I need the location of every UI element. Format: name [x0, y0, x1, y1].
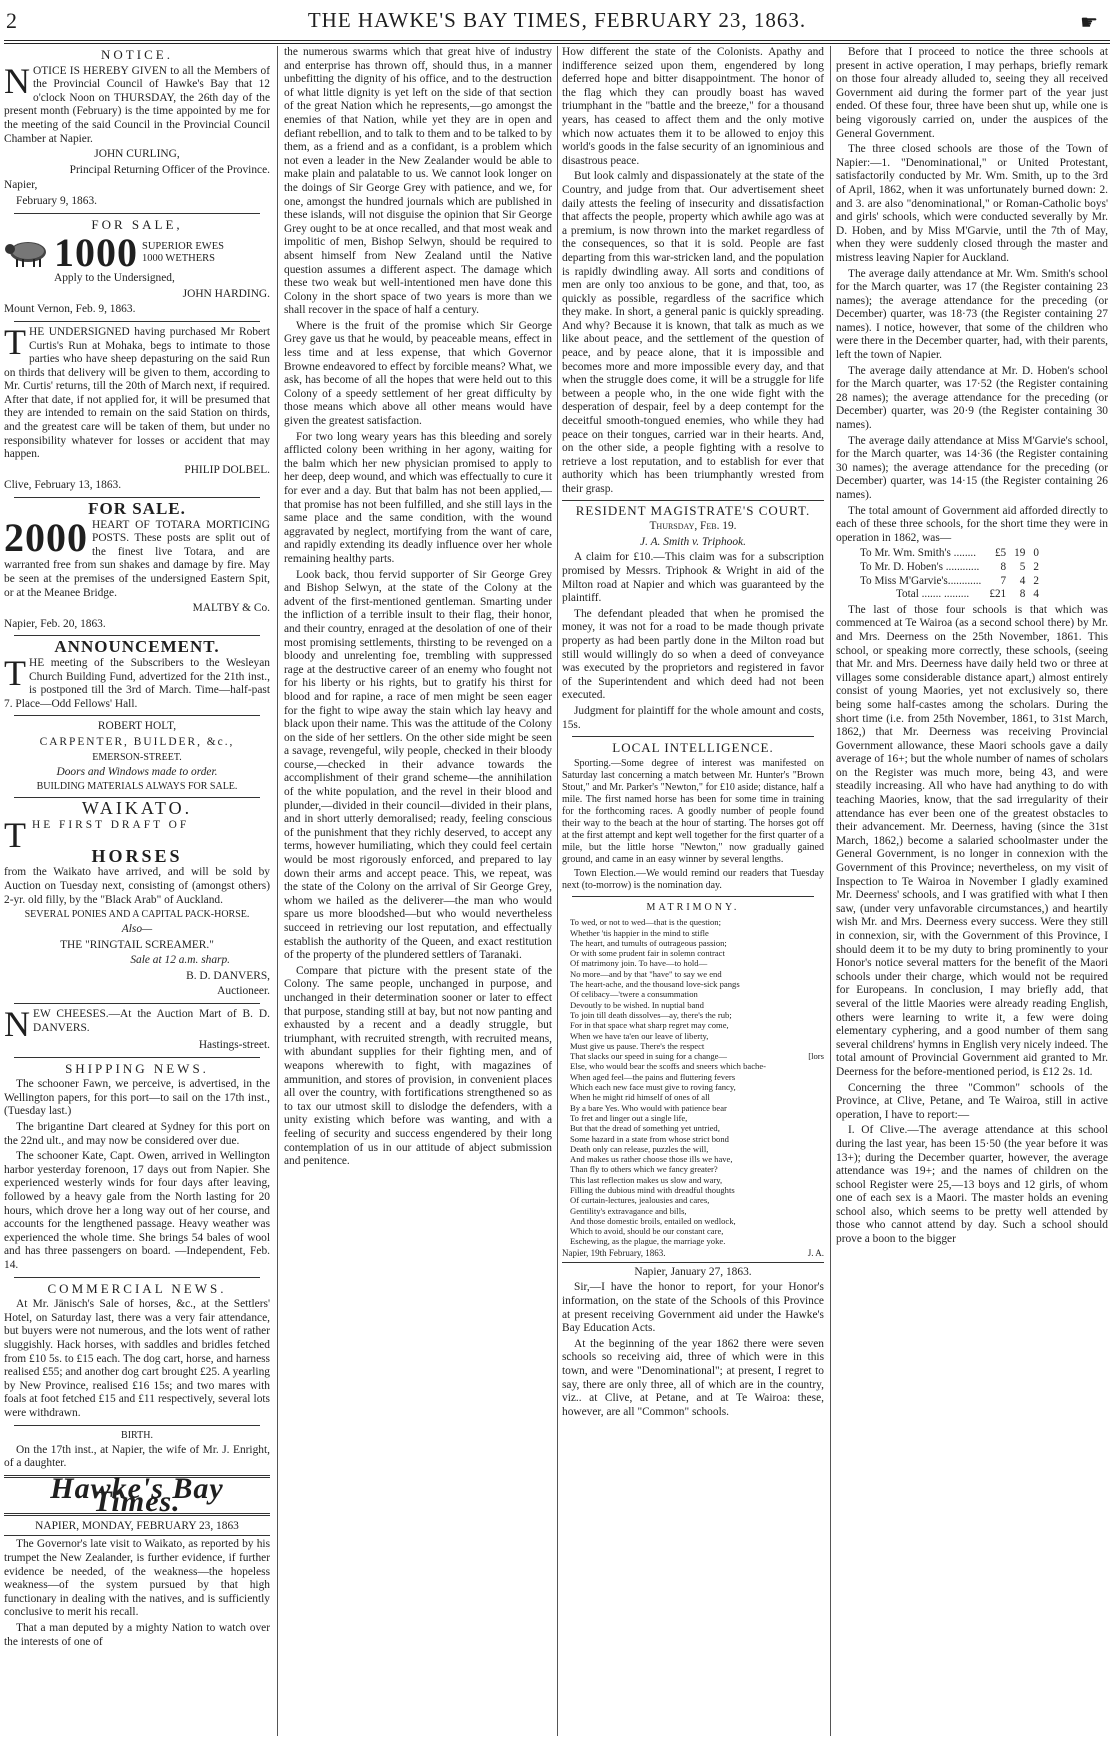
cheeses-body: NEW CHEESES.—At the Auction Mart of B. D. DANVERS. — [4, 1004, 270, 1045]
waikato-body: from the Waikato have arrived, and will be sold by Auction on Tuesday next, consisting of (amongst others) 2-yr. old filly, by the "Black Arab" of Auckland. — [4, 866, 270, 906]
separator — [14, 1277, 260, 1278]
poem-line: For in that space what sharp regret may come, — [570, 1020, 729, 1031]
court-paragraph: Judgment for plaintiff for the whole amount and costs, 15s. — [562, 704, 824, 731]
leader-paragraph: the numerous swarms which that great hive of industry and enterprise has thrown off, should thus, in a manner unbefitting the dignity of his office, and to the destruction of what little dignity is yet left on the side of that section of the great Nation which he represents,—go amongst the enemies of that Nation, while yet they are in open and defiant rebellion, and to talk to them and to be talked to by them, as a friend and as a confidant, is a problem which not even a leader in the New Zealander would be able to make plain and palatable to us. We cannot look longer on the doings of Sir George Grey with patience, and we, for one, amongst the hundred journals which are published in these islands, will not disguise the opinion that Sir George Grey ought to be at once recalled, and that most weak and impolitic of men, Bishop Selwyn, should be required to absent himself from New Zealand until the Native question assumes a different aspect. The damage which these two weak but well-intentioned men have done this Colony in the short space of two years is more than we shall recover in the space of half a century. — [284, 46, 552, 317]
for-sale-2-body: 2000 HEART OF TOTARA MORTICING POSTS. These posts are split out of the finest live Totara, and are warranted free from sun shakes and damage by fire. May be seen at the premises of the undersigned Eastern Spit, or at the Meanee Bridge. — [4, 514, 270, 599]
court-paragraph: The defendant pleaded that when he promised the money, it was not for a road to be made though private property as had been partly done in the Milton road but still would willingly do so when a deed of conveyance was executed by the proprietors and registered in favor of the Superintendent and which deed had not been executed. — [562, 607, 824, 702]
waikato-screamer: THE "RINGTAIL SCREAMER." — [60, 938, 214, 951]
poem-line: Death only can release, puzzles the will, — [570, 1143, 709, 1154]
cheeses-street: Hastings-street. — [198, 1039, 270, 1052]
court-paragraph: A claim for £10.—This claim was for a subscription promised by Messrs. Triphook & Wright in aid of the Milton road at Napier and which was guaranteed by the plaintiff. — [562, 551, 824, 605]
letter-paragraph: At the beginning of the year 1862 there were seven schools so receiving aid, three of which were in this town, and were "Denominational"; at present, I regret to say, there are only three, all of which are in the country, viz.. at Clive, at Petane, and at Te Wairoa: these, however, are all "Common" schools. — [562, 1337, 824, 1418]
separator — [14, 1425, 260, 1426]
poem-line: But that the dread of something yet untried, — [570, 1123, 720, 1134]
poem-line: Or with some prudent fair in solemn contract — [570, 948, 725, 959]
waikato-signature: B. D. DANVERS, — [186, 969, 270, 982]
poem-line: To fret and linger out a single life, — [570, 1112, 688, 1123]
masthead-rule — [4, 40, 1110, 44]
separator — [14, 1057, 260, 1058]
letter-paragraph: The average daily attendance at Miss M'Garvie's school, for the March quarter, was 14·36 (the Register containing 30 names); the average attendance for the preceding (or December) quarter, was 14·15 (the Register containing 26 names). — [836, 434, 1108, 501]
masthead — [0, 0, 1114, 44]
column-3 — [562, 46, 824, 1736]
waikato-also: Also— — [121, 923, 153, 936]
letter-paragraph: The last of those four schools is that which was commenced at Te Wairoa (as a second school there) by Mr. and Mrs. Deerness on the 25th November, 1861. This school, or speaking more correctly, these schools, (seeing that Mr. and Mrs. Deerness have daily held two or three at villages some considerable distance apart,) almost entirely consist of young Maories, yet not exclusively so, there being some half-castes among the scholars. During the short time (i.e. from 25th November, 1861, to 31st March, 1862,) that Mr. Deerness was receiving Provincial Government allowance, these Maori schools gave a daily average of 16+; but the whole number of names of scholars on the Register was much more, being 43, and were steadily increasing. All who have had anything to do with teaching Maories, know, that the sad irregularity of their attendance has ever been one of the greatest obstacles to their advancement. Mr. Deerness, having (since the 31st March, 1862,) become a salaried schoolmaster under the General Government, is no longer in connexion with the Government of this Province; nevertheless, on my visit of Inspection to Te Wairoa in November I gladly examined Mr. Deerness' schools, and I was gratified with what I then saw, (under very unfavorable circumstances,) and heartily wish Mr. and Mrs. Deerness every success. Were they still in connexion, sir, with the Government of this Province, I should deem it to be my duty to bring prominently to your Honor's notice several matters for the benefit of the Maori schools under their charge, which would not be required for Europeans. In conclusion, I may briefly add, that several of the little Maories were already reading English, others were learning to write it, a few were doing elementary cyphering, and a good number of them sang several childrens' hymns in English very nicely indeed. The total amount of Provincial Government aid granted to Mr. Deerness for the before-mentioned period, is £12 2s. 1d. — [836, 603, 1108, 1078]
holt-trade: CARPENTER, BUILDER, &c., — [39, 735, 235, 748]
waikato-ponies: SEVERAL PONIES AND A CAPITAL PACK-HORSE. — [24, 909, 250, 921]
sheep-ad — [4, 230, 270, 276]
column-2 — [284, 46, 552, 1736]
court-heading: RESIDENT MAGISTRATE'S COURT. — [575, 502, 811, 518]
letter-paragraph: The three closed schools are those of the Town of Napier:—1. "Denominational," or United Protestant, satisfactorily conducted by Mr. Wm. Smith, up to the 3rd of April, 1862, when it was unfortunately burned down: 2. and 3. are also "denominational," or Roman-Catholic boys' and girls' schools, which were conducted severally by Mr. D. Hoben, and by Miss M'Garvie, until the 7th of May, when they were suddenly closed through the master and mistress leaving Napier for Auckland. — [836, 143, 1108, 264]
poem-line: Some hazard in a state from whose strict bond — [570, 1133, 729, 1144]
dropcap: N — [4, 60, 30, 101]
holt-doors: Doors and Windows made to order. — [56, 765, 218, 778]
letter-paragraph: Sir,—I have the honor to report, for your Honor's information, on the state of the Schools of this Province at present receiving Government aid under the Hawke's Bay Education Acts. — [562, 1281, 824, 1335]
leader-paragraph: For two long weary years has this bleeding and sorely afflicted colony been writhing in her agony, waiting for the balm which her new physician promised to apply to her deep, deep wound, and which was effectually to cure it for ever and a day. But that balm has not been applied,—that promise has not been fulfilled, and she still lays in the same place and the same condition, with the wound aggravated by neglect, mortifying from the want of care, and rapidly extending its deadly influence over her whole remaining healthy parts. — [284, 430, 552, 565]
poem-line: The heart, and tumults of outrageous passion; — [570, 937, 727, 948]
poem-line: Which each new face must give to roving fancy, — [570, 1082, 736, 1093]
notice-heading: NOTICE. — [101, 47, 173, 62]
separator — [4, 1535, 270, 1536]
waikato-sale: Sale at 12 a.m. sharp. — [130, 954, 230, 967]
notice-place: Napier, — [4, 179, 38, 192]
column-divider — [277, 46, 278, 1736]
local-heading: LOCAL INTELLIGENCE. — [612, 740, 774, 756]
separator — [14, 213, 260, 214]
local-paragraph: Sporting.—Some degree of interest was manifested on Saturday last concerning a match between Mr. Hunter's "Brown Stout," and Mr. Parker's "Newton," for £10 aside; distance, half a mile. The first named horse has been for some time in training for the forthcoming races. A goodly number of people found their way to the beach at the hour of starting. The horses got off at the first attempt and kept well together for the first quarter of a mile, but the little horse "Newton," now gradually gained ground, and came in an easy winner by several lengths. — [562, 757, 824, 865]
waikato-line: THE FIRST DRAFT OF — [4, 814, 190, 855]
court-case: J. A. Smith v. Triphook. — [640, 535, 746, 548]
letter-paragraph: The average daily attendance at Mr. Wm. Smith's school for the March quarter, was 17 (the Register containing 23 names); the average attendance for the preceding (or December) quarter, was 18·73 (the Register containing 27 names). I notice, however, that some of the children who were there in the December quarter, had, with their parents, left the town of Napier. — [836, 267, 1108, 362]
poem-line: Than fly to others which we fancy greater? — [570, 1164, 718, 1175]
matrimony-poem — [562, 917, 824, 1247]
poem-line: Else, who would bear the scoffs and sneers which bache- — [570, 1061, 767, 1072]
announcement-heading: ANNOUNCEMENT. — [54, 637, 220, 657]
poem-line: And makes us rather choose those ills we have, — [570, 1154, 733, 1165]
separator — [14, 497, 260, 498]
poem-line: Of curtain-lectures, jealousies and cares, — [570, 1195, 710, 1206]
commercial-paragraph: At Mr. Jänisch's Sale of horses, &c., at the Settlers' Hotel, on Saturday last, there was a very fair attendance, but buyers were not numerous, and the lots went of rather sluggishly. Hack horses, with saddles and bridles fetched from £10 5s. to £15 each. The dog cart, horse, and harness realised £55; and another dog cart brought £25. A yearling by New Province, realised £16 15s; and two mares with foals at foot fetched £15 and £11 respectively, several lots were withdrawn. — [4, 1298, 270, 1419]
paper-title: Hawke's Bay Times. — [50, 1471, 224, 1519]
poem-line: No more—and by that "have" to say we end — [570, 968, 722, 979]
matrimony-heading: MATRIMONY. — [646, 901, 740, 913]
separator — [14, 635, 260, 636]
aid-table — [856, 547, 1043, 601]
leader-paragraph: Compare that picture with the present state of the Colony. The same people, unchanged in purpose, and unchanged in their determination sooner or later to effect that purpose, standing still at bay, but not now panting and exhausted by a recent and a deadly struggle, but triumphant, with recruited strength, with recruited means, with abundant supplies for their fighting men, and of weapons wherewith to fight, with magazines of ammunition, and stores of provision, in convenient places all over the country, with fortifications strengthened so as to tax our utmost skill to dislodge the defenders, with a unity existing which before was wanting, and with a feeling of security and success engendered by their long contemplation of us in our attitude of abject submission and penitence. — [284, 964, 552, 1168]
poem-line: Of matrimony join. To have—to hold— — [570, 958, 708, 969]
letter-paragraph: The total amount of Government aid afforded directly to each of these three schools, for the short time they were in operation in 1862, was— — [836, 504, 1108, 544]
poem-line: That slacks our speed in suing for a change— [lors — [570, 1051, 824, 1062]
court-date: Thursday, Feb. 19. — [649, 520, 737, 533]
poem-line: This last reflection makes us slow and wary, — [570, 1174, 723, 1185]
notice-signature: JOHN CURLING, — [94, 148, 180, 161]
for-sale-2-signature: MALTBY & Co. — [192, 602, 270, 615]
for-sale-2-heading: FOR SALE. — [88, 499, 186, 519]
dateline: NAPIER, MONDAY, FEBRUARY 23, 1863 — [35, 1519, 239, 1532]
letter-heading: Napier, January 27, 1863. — [634, 1265, 752, 1278]
aid-total-row: Total ....... ......... £21 8 4 — [896, 588, 1039, 601]
leader-paragraph: But look calmly and dispassionately at the state of the Country, and judge from that. Our advertisement sheet daily attests the feeling of insecurity and dissatisfaction that affects the people, property which awhile ago was at a premium, is now thrown into the market regardless of the consequences, so that it is sold. People are fast departing from this war-stricken land, and the population is rapidly dwindling away. All sorts and conditions of men are only too anxious to be gone, and that, too, as quickly as possible, regardless of the sacrifice which they make. In short, a general panic is quickly spreading. And why? Because it is known, that talk as much as we like about peace, and the settlement of the question of peace, and by peace alone, that it is impossible and becomes more and more impossible every day, and that when the struggle does come, it will be a struggle for life between a people who, in the one wide fight with the desperation of despair, feel by a deep contempt for the deceitful smooth-tongued enemies, who while they had peace on their tongues, carried war in their hearts. And, on the other side, a people fighting with a resolve to retrieve a lost reputation, and to establish for ever that authority which has been triumphantly wrested from their grasp. — [562, 170, 824, 495]
poem-line: By a bare Yes. Who would with patience bear — [570, 1102, 727, 1113]
poem-line: To join till death dissolves—ay, there's the rub; — [570, 1009, 732, 1020]
column-1 — [4, 46, 270, 1736]
for-sale-2-date: Napier, Feb. 20, 1863. — [4, 617, 106, 630]
separator — [14, 715, 260, 716]
waikato-heading: WAIKATO. — [81, 798, 193, 819]
leader-paragraph: How different the state of the Colonists. Apathy and indifference seized upon them, engendered by long deferred hope and bitter disappointment. The honor of the flag which they can proudly boast has waved triumphant in the "battle and the breeze," for a thousand years, has ceased to affect them and the only motive which now actuates them it to be allowed to enjoy this world's goods in the false security of an ignominious and disastrous peace. — [562, 46, 824, 167]
undersigned-body: THE UNDERSIGNED having purchased Mr Robert Curtis's Run at Mohaka, begs to intimate to those parties who have sheep depasturing on the said Run on thirds that delivery will be given to them, according to Mr. Curtis' returns, till the 20th of March next, if required. After that date, if not applied for, it will be presumed that they are intended to remain on the said Station on thirds, and the greatest care will be taken of them, but under no responsibility whatever for losses or accident that may happen. — [4, 321, 270, 461]
poem-footer: Napier, 19th February, 1863. J. A. — [562, 1247, 824, 1258]
commercial-heading: COMMERCIAL NEWS. — [47, 1280, 227, 1296]
shipping-paragraph: The brigantine Dart cleared at Sydney for this port on the 22nd ult., and may now be considered over due. — [4, 1121, 270, 1147]
separator — [14, 321, 260, 322]
separator — [14, 1003, 260, 1004]
poem-line: The heart-ache, and the thousand love-sick pangs — [570, 979, 740, 990]
separator — [572, 736, 814, 737]
leader-paragraph: The Governor's late visit to Waikato, as reported by his trumpet the New Zealander, is further evidence, if further evidence be needed, of the weakness—the hopeless weakness—of the system pursued by that high functionary in dealing with the natives, and is sufficiently conclusive to merit his recall. — [4, 1538, 270, 1619]
holt-street: EMERSON-STREET. — [92, 751, 182, 763]
aid-row: To Miss M'Garvie's............ 7 4 2 — [860, 574, 1039, 587]
poem-line: When aged feel—the pains and fluttering fevers — [570, 1071, 736, 1082]
shipping-heading: SHIPPING NEWS. — [65, 1060, 209, 1076]
sheep-icon — [4, 238, 50, 268]
poem-line: When we have ta'en our leave of liberty, — [570, 1030, 709, 1041]
letter-paragraph: Concerning the three "Common" schools of the Province, at Clive, Petane, and Te Wairoa, still in active operation, I have to report:— — [836, 1081, 1108, 1121]
column-divider — [557, 46, 558, 1736]
notice-date: February 9, 1863. — [16, 194, 97, 207]
newspaper-title: THE HAWKE'S BAY TIMES, FEBRUARY 23, 1863. — [307, 8, 807, 32]
notice-signature-title: Principal Returning Officer of the Province. — [69, 163, 270, 176]
shipping-paragraph: The schooner Fawn, we perceive, is advertised, in the Wellington papers, for this port—to sail on the 17th inst., (Tuesday last.) — [4, 1078, 270, 1118]
undersigned-signature: PHILIP DOLBEL. — [184, 463, 270, 476]
waikato-title: Auctioneer. — [217, 985, 270, 998]
letter-paragraph: The average daily attendance at Mr. D. Hoben's school for the March quarter, was 17·52 (the Register containing 28 names); the average attendance for the preceding (or December) quarter, was 20·9 (the Register containing 30 names). — [836, 364, 1108, 432]
poem-line: Filling the dubious mind with dreadful thoughts — [570, 1185, 735, 1195]
separator — [562, 1262, 824, 1263]
shipping-paragraph: The schooner Kate, Capt. Owen, arrived in Wellington harbor yesterday forenoon, 17 days out from Napier. She experienced westerly winds for four days after leaving, followed by a heavy gale from the North lasting for 20 hours, which drove her a long way out of her course, and accounts for the lengthened passage. Heavy weather was experienced the whole time. She brings 54 bales of wool and has three passengers on board. —Independent, Feb. 14. — [4, 1150, 270, 1271]
holt-name: ROBERT HOLT, — [97, 720, 177, 733]
poem-line: When he might rid himself of ones of all — [570, 1092, 710, 1103]
waikato-horses: HORSES — [91, 845, 183, 866]
poem-line: And those domestic broils, entailed on wedlock, — [570, 1215, 736, 1226]
poem-line: Which to avoid, should be our constant care, — [570, 1226, 724, 1237]
separator — [562, 500, 824, 501]
sheep-count: 1000 — [54, 230, 138, 276]
holt-materials: BUILDING MATERIALS ALWAYS FOR SALE. — [36, 781, 238, 793]
poem-line: Must give us pause. There's the respect — [570, 1040, 705, 1051]
poem-line: Whether 'tis happier in the mind to stifle — [570, 927, 709, 938]
page-number: 2 — [6, 8, 17, 33]
poem-line: Gentility's extravagance and bills, — [570, 1205, 687, 1216]
undersigned-date: Clive, February 13, 1863. — [4, 479, 122, 492]
pointing-hand-icon: ☛ — [1080, 12, 1098, 34]
for-sale-date: Mount Vernon, Feb. 9, 1863. — [4, 303, 136, 316]
separator — [572, 896, 814, 897]
column-4 — [836, 46, 1108, 1736]
sheep-details: SUPERIOR EWES 1000 WETHERS — [142, 241, 224, 265]
aid-row: To Mr. D. Hoben's ............ 8 5 2 — [860, 560, 1039, 573]
birth-notice: On the 17th inst., at Napier, the wife of Mr. J. Enright, of a daughter. — [4, 1443, 270, 1470]
poem-line: Of celibacy—'twere a consummation — [570, 989, 698, 1000]
birth-heading: BIRTH. — [121, 1429, 153, 1441]
poem-line: Eschewing, as the plague, the marriage yoke. — [570, 1236, 726, 1247]
leader-paragraph: That a man deputed by a mighty Nation to watch over the interests of one of — [4, 1622, 270, 1648]
for-sale-heading: FOR SALE, — [91, 216, 183, 232]
letter-paragraph: Before that I proceed to notice the three schools at present in active operation, I may perhaps, briefly remark on those four already alluded to, seeing they all received Government aid during the former part of the year just ended. Of these four, three have been shut up, while one is being vigorously carried on, under the auspices of the General Government. — [836, 46, 1108, 140]
apply-line: Apply to the Undersigned, — [54, 272, 175, 285]
leader-paragraph: Where is the fruit of the promise which Sir George Grey gave us that he would, by peaceable means, effect in less time and at less expense, that which Governor Browne endeavored to effect by forcible means? What, we ask, has become of all the hopes that were held out to this Colony of a speedy settlement of her great difficulty by those means which above all other means would have given the greatest satisfaction. — [284, 319, 552, 428]
notice-body: NOTICE IS HEREBY GIVEN to all the Members of the Provincial Council of Hawke's Bay that 12 o'clock Noon on THURSDAY, the 26th day of the present month (February) is the time appointed by me for the meeting of the said Council in the Provincial Council Chamber at Napier. — [4, 60, 270, 145]
for-sale-signature: JOHN HARDING. — [182, 287, 270, 300]
poem-line: To wed, or not to wed—that is the question; — [570, 917, 721, 928]
poem-line: Devoutly to be wished. In nuptial band — [570, 999, 704, 1010]
announcement-body: THE meeting of the Subscribers to the Wesleyan Church Building Fund, advertized for the 21th inst., is postponed till the 3rd of March. Time—half-past 7. Place—Odd Fellows' Hall. — [4, 652, 270, 710]
local-paragraph: Town Election.—We would remind our readers that Tuesday next (to-morrow) is the nomination day. — [562, 867, 824, 891]
column-divider — [830, 46, 831, 1736]
leader-paragraph: Look back, thou fervid supporter of Sir George Grey and Bishop Selwyn, at the state of the Colony at the advent of the first-mentioned gentleman. Smarting under the infliction of a terrible insult to their flag, their honor, and their country, enraged at the desolation of one of their most promising settlements, thirsting to be revenged on a bloody and unrelenting foe, trembling with suppressed rage at the destructive career of an enemy who fought not for his liberty or his rights, but to gratify his thirst for blood and for rapine, a race of men might be seen eager for the fight to wipe away the stain which lay heavy and black upon their name. This was the attitude of the Colony on the side of her settlers. On the other side might be seen a savage, revengeful, wily people, checked in their bloody course,—checked in their advance towards the accomplishment of their grand scheme—the annihilation of the white population, and the revel in their blood and plunder,—divided in their council—divided in their plans, and in short utterly demoralised; ready, feeling conscious of the punishment that they richly deserved, to accept any terms, however humiliating, which they could feel certain would be most rigorously enforced, and prepared to lay down their arms and accept peace. This, we repeat, was the state of the Colony on the arrival of Sir George Grey, whom we hailed as the deliverer—the man who would spare us more bloodshed—but who would nevertheless succeed in retrieving our lost reputation, and effectually establish the authority of the Queen, and exact restitution of the property of the plundered settlers of Taranaki. — [284, 568, 552, 962]
aid-row: To Mr. Wm. Smith's ........ £5 19 0 — [860, 547, 1039, 560]
letter-paragraph: I. Of Clive.—The average attendance at this school during the last year, has been 15·50 (the year before it was 13+); during the December quarter, however, the average attendance was 19+; and the names of children on the school Register were 25,—13 boys and 12 girls, of whom one of each sex is a Maori. The master holds an evening school also, which seems to be pretty well attended by those who cannot attend by day. Such a school should prove a boon to the bigger — [836, 1124, 1108, 1246]
